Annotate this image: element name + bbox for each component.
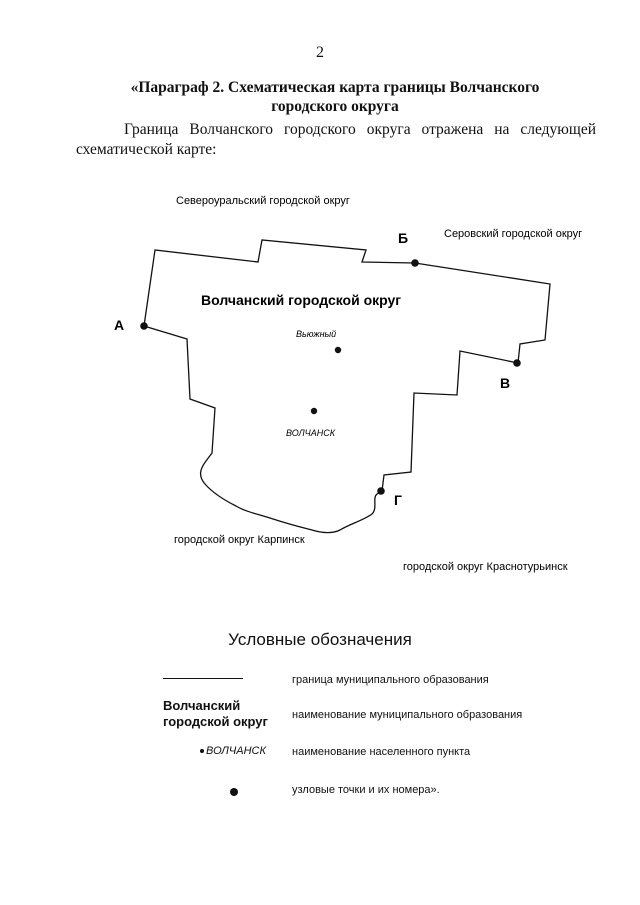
legend-node-dot [230, 788, 238, 796]
node-v-marker [513, 359, 521, 367]
legend-municipality-sample: Волчанский городской округ [163, 698, 268, 729]
settlement-vyuzhny-label: Вьюжный [296, 329, 337, 339]
legend-title: Условные обозначения [228, 630, 412, 649]
legend-boundary-desc: граница муниципального образования [292, 674, 489, 686]
node-g-label: Г [394, 492, 402, 508]
settlement-volchansk-marker [311, 408, 317, 414]
node-a-marker [140, 322, 148, 330]
neighbor-southwest: городской округ Карпинск [174, 534, 305, 546]
legend-settlement-dot [200, 749, 204, 753]
section-heading: «Параграф 2. Схематическая карта границы Волчанского городского округа [130, 79, 540, 115]
legend-municipality-desc: наименование муниципального образования [292, 709, 523, 721]
legend-settlement-desc: наименование населенного пункта [292, 746, 471, 758]
intro-paragraph: Граница Волчанского городского округа отражена на следующей схематической карте: [76, 121, 596, 158]
node-v-label: В [500, 375, 511, 391]
page-number: 2 [316, 44, 324, 61]
node-a-label: А [114, 317, 125, 333]
legend-settlement-sample [200, 745, 266, 757]
neighbor-southeast: городской округ Краснотурьинск [403, 561, 568, 573]
neighbor-northeast: Серовский городской округ [444, 228, 583, 240]
legend-settlement-text: ВОЛЧАНСК [206, 745, 266, 757]
legend-nodes-desc: узловые точки и их номера». [292, 784, 440, 796]
settlement-volchansk-label: ВОЛЧАНСК [286, 428, 336, 438]
municipal-boundary [144, 240, 550, 533]
district-label: Волчанский городской округ [201, 292, 402, 308]
node-g-marker [377, 487, 385, 495]
node-b-label: Б [398, 230, 409, 246]
neighbor-north: Североуральский городской округ [176, 195, 350, 207]
legend-boundary-line [163, 678, 243, 679]
node-b-marker [411, 259, 419, 267]
settlement-vyuzhny-marker [335, 347, 341, 353]
